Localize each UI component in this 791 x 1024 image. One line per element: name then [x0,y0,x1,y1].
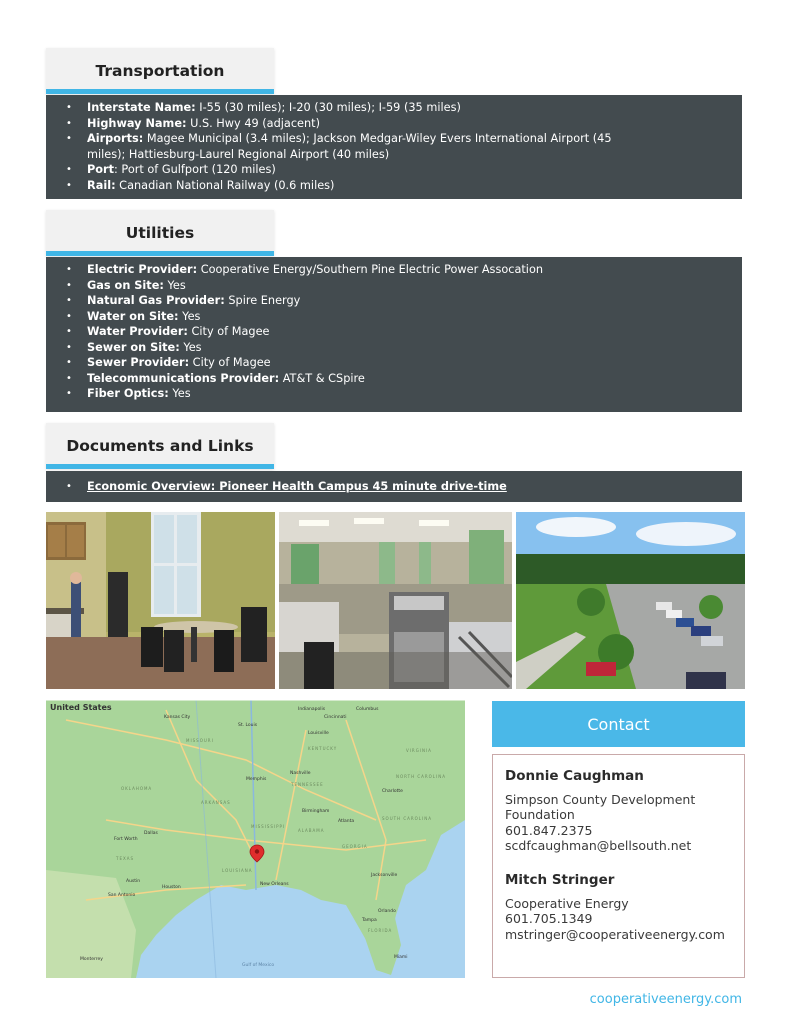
item-label: Sewer Provider: [87,356,190,369]
item-value: I-55 (30 miles); I-20 (30 miles); I-59 (35 miles) [195,101,461,114]
item-value: Canadian National Railway (0.6 miles) [115,178,335,192]
city-label: Houston [162,885,181,890]
state-label: GEORGIA [342,844,368,849]
list-item [66,386,732,402]
item-label: Water Provider: [87,325,188,338]
photo-break-room [46,512,275,689]
city-label: Miami [394,955,408,960]
city-label: Dallas [144,831,158,836]
item-label: Interstate Name: [87,101,196,114]
contact-organization: Simpson County Development Foundation [505,792,696,823]
state-label: ALABAMA [298,828,325,833]
city-label: Cincinnati [324,715,347,720]
utilities-panel [46,257,742,412]
item-label: Port [87,163,115,176]
documents-list [66,479,732,495]
state-label: MISSISSIPPI [251,824,286,829]
state-label: NORTH CAROLINA [396,774,446,779]
city-label: Fort Worth [114,837,138,842]
country-label: United States [50,703,112,712]
documents-heading-text: Documents and Links [66,437,254,455]
list-item [66,162,732,178]
state-label: MISSOURI [186,738,214,743]
parking-image [516,512,745,689]
state-label: OKLAHOMA [121,786,153,791]
list-item [66,100,732,116]
contact-person [505,873,732,942]
documents-panel [46,471,742,502]
contact-name: Donnie Caughman [505,768,644,784]
city-label: Birmingham [302,809,330,814]
documents-heading [46,423,274,469]
city-label: Jacksonville [371,873,398,878]
city-label: San Antonio [108,893,136,898]
item-value: U.S. Hwy 49 (adjacent) [186,116,320,130]
state-label: ARKANSAS [201,800,231,805]
item-value: Magee Municipal (3.4 miles); Jackson Medgar-Wiley Evers International Airport (45 miles); Hattiesburg-Laurel Regional Airport (40 miles) [87,132,612,161]
state-label: LOUISIANA [222,868,253,873]
city-label: Monterrey [80,957,103,962]
item-label: Fiber Optics: [87,387,169,400]
item-label: Airports: [87,132,144,145]
item-value: Yes [168,387,191,400]
item-value: City of Magee [187,325,270,338]
state-label: SOUTH CAROLINA [382,816,432,821]
state-label: TENNESSEE [291,782,324,787]
item-label: Rail: [87,178,116,192]
state-label: VIRGINIA [406,748,432,753]
list-item [66,262,732,278]
region-map [46,700,465,978]
item-label: Electric Provider: [87,263,198,276]
contact-phone: 601.705.1349 [505,911,593,927]
city-label: Columbus [356,707,379,712]
city-label: Atlanta [338,819,355,824]
item-label: Gas on Site: [87,278,164,292]
list-item [66,116,732,132]
photo-office [279,512,512,689]
item-value: Spire Energy [224,294,301,307]
state-label: FLORIDA [368,928,393,933]
item-label: Sewer on Site: [87,340,180,354]
state-label: TEXAS [116,856,134,861]
contact-email[interactable]: mstringer@cooperativeenergy.com [505,926,725,942]
contact-name: Mitch Stringer [505,872,615,889]
map-image [46,700,465,978]
contact-person [505,769,732,853]
gulf-label: Gulf of Mexico [242,963,275,968]
item-label: Telecommunications Provider: [87,371,280,385]
list-item [66,309,732,325]
item-label: Water on Site: [87,309,179,323]
list-item [66,324,732,340]
utilities-heading [46,210,274,256]
transportation-panel [46,95,742,199]
item-value: : Port of Gulfport (120 miles) [114,163,276,176]
item-label: Natural Gas Provider: [87,294,225,307]
city-label: Orlando [378,909,396,914]
item-value: Yes [179,340,202,354]
item-value: Yes [178,309,201,323]
break-room-image [46,512,275,689]
list-item [66,278,732,294]
item-value: City of Magee [189,356,271,369]
list-item [66,293,732,309]
city-label: Kansas City [164,715,191,720]
list-item [66,479,732,495]
contact-phone: 601.847.2375 [505,822,593,838]
item-value: Cooperative Energy/Southern Pine Electric Power Assocation [197,263,544,276]
list-item [66,178,732,194]
contact-card [492,754,745,978]
item-value: AT&T & CSpire [279,371,365,385]
contact-organization: Cooperative Energy [505,896,629,912]
transportation-heading-text: Transportation [95,62,225,80]
contact-heading [492,701,745,747]
transportation-list [66,100,732,193]
city-label: Nashville [290,771,311,776]
city-label: Tampa [362,918,377,923]
city-label: St. Louis [238,723,258,728]
state-label: KENTUCKY [308,746,338,751]
list-item [66,355,732,371]
footer-website-link[interactable]: cooperativeenergy.com [589,992,742,1007]
city-label: New Orleans [260,882,289,887]
list-item [66,340,732,356]
office-image [279,512,512,689]
economic-overview-link[interactable]: Economic Overview: Pioneer Health Campus 45 minute drive-time [87,480,507,493]
list-item [66,131,732,162]
utilities-list [66,262,732,402]
contact-email[interactable]: scdfcaughman@bellsouth.net [505,837,692,853]
photo-parking [516,512,745,689]
contact-heading-text: Contact [587,714,650,734]
city-label: Charlotte [382,789,403,794]
item-label: Highway Name: [87,116,187,130]
city-label: Memphis [246,777,267,782]
list-item [66,371,732,387]
city-label: Indianapolis [298,707,326,712]
city-label: Austin [126,879,141,884]
transportation-heading [46,48,274,94]
utilities-heading-text: Utilities [125,224,195,242]
item-value: Yes [163,278,186,292]
city-label: Louisville [308,731,329,736]
